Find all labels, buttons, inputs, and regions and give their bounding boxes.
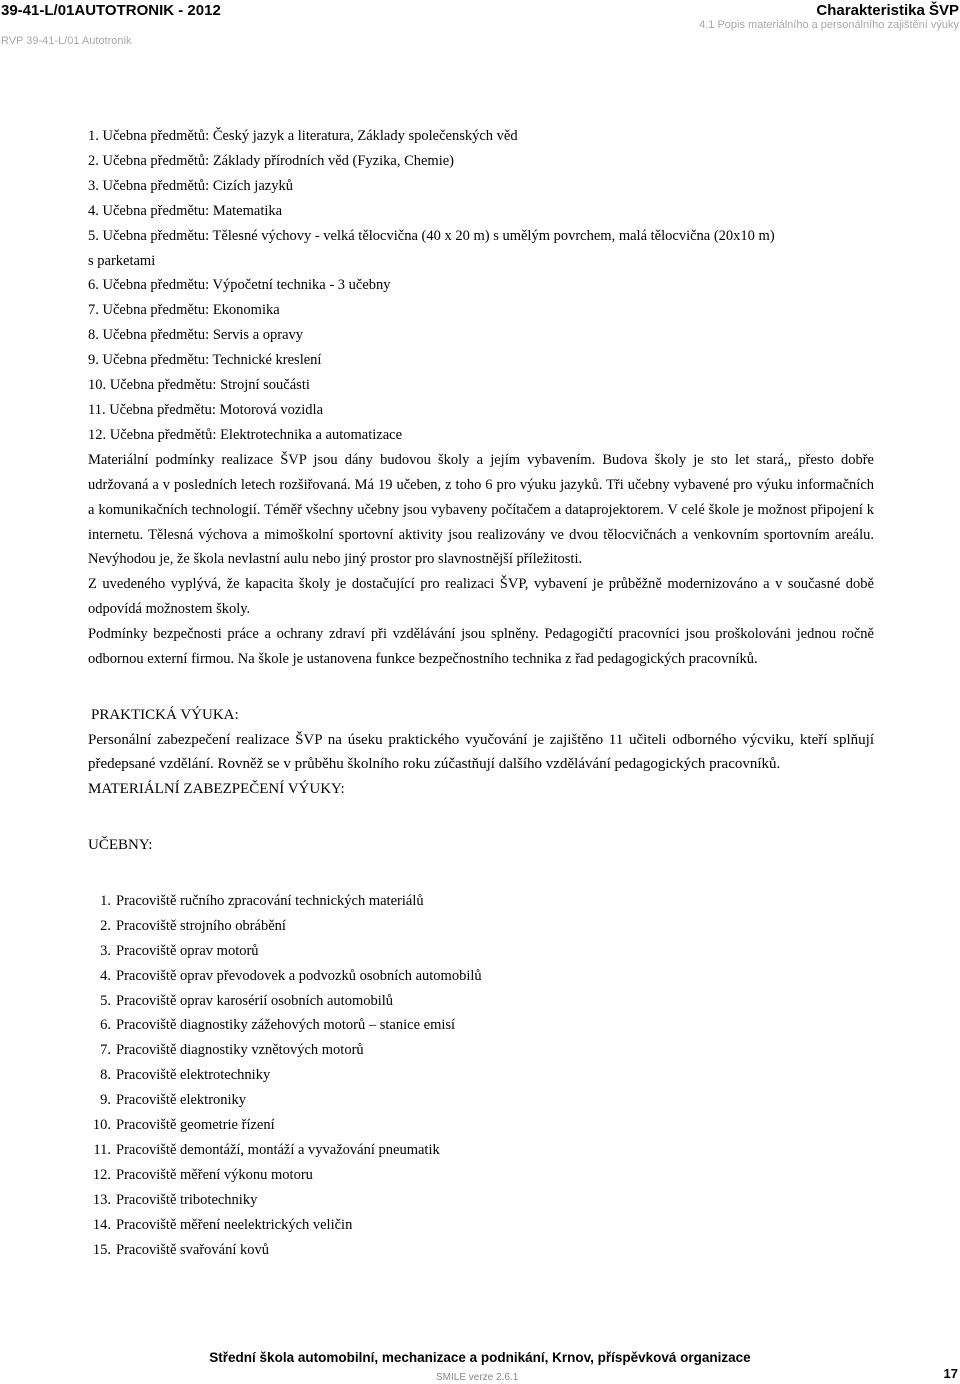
list-number: 11. — [93, 1142, 111, 1158]
list-text: Pracoviště ručního zpracování technických materiálů — [116, 892, 424, 909]
document-subtitle: RVP 39-41-L/01 Autotronik — [1, 35, 132, 47]
list-text: Pracoviště měření výkonu motoru — [116, 1166, 313, 1183]
list-item: 8. Učebna předmětu: Servis a opravy — [88, 327, 304, 344]
list-item — [88, 1138, 874, 1163]
list-item — [88, 1088, 874, 1113]
list-number: 7. — [100, 1042, 111, 1059]
list-item: 9. Učebna předmětu: Technické kreslení — [88, 352, 322, 369]
paragraph-safety: Podmínky bezpečnosti práce a ochrany zdraví při vzdělávání jsou splněny. Pedagogičtí pracovníci jsou proškolováni jednou ročně odbornou externí firmou. Na škole je ustanovena funkce bezpečnostního technika z řad pedagogických pracovníků. — [88, 626, 874, 668]
list-item: 11. Učebna předmětu: Motorová vozidla — [88, 401, 324, 418]
list-item — [88, 939, 874, 964]
list-number: 8. — [100, 1067, 111, 1084]
workshops-list — [88, 889, 874, 1263]
section-title: Charakteristika ŠVP — [816, 2, 959, 19]
page-content — [88, 124, 874, 1263]
paragraph-practical: Personální zabezpečení realizace ŠVP na úseku praktického vyučování je zajištěno 11 učiteli odborného výcviku, kteří splňují předepsané vzdělání. Rovněž se v průběhu školního roku zúčastňují dalšího vzdělávání pedagogických pracovníků. — [88, 731, 874, 773]
list-text: Pracoviště strojního obrábění — [116, 917, 286, 934]
practical-heading: PRAKTICKÁ VÝUKA: — [91, 706, 239, 723]
list-item — [88, 1038, 874, 1063]
list-item — [88, 1213, 874, 1238]
list-text: Pracoviště tribotechniky — [116, 1191, 258, 1208]
list-text: Pracoviště oprav převodovek a podvozků osobních automobilů — [116, 967, 482, 984]
list-text: Pracoviště oprav karosérií osobních automobilů — [116, 992, 394, 1009]
material-heading: MATERIÁLNÍ ZABEZPEČENÍ VÝUKY: — [88, 780, 345, 797]
footer-version: SMILE verze 2.6.1 — [436, 1372, 519, 1383]
list-item — [88, 914, 874, 939]
document-title: 39-41-L/01AUTOTRONIK - 2012 — [1, 2, 221, 19]
page-number: 17 — [943, 1366, 958, 1381]
list-item: 1. Učebna předmětů: Český jazyk a literatura, Základy společenských věd — [88, 128, 518, 144]
paragraph-capacity: Z uvedeného vyplývá, že kapacita školy je dostačující pro realizaci ŠVP, vybavení je průběžně modernizováno a v současné době odpovídá možnostem školy. — [88, 576, 874, 618]
list-number: 4. — [100, 967, 111, 984]
list-text: Pracoviště měření neelektrických veličin — [116, 1216, 353, 1233]
list-item — [88, 1163, 874, 1188]
list-text: Pracoviště oprav motorů — [116, 942, 259, 959]
list-number: 12. — [92, 1166, 111, 1183]
section-subtitle: 4.1 Popis materiálního a personálního zajištění výuky — [699, 19, 959, 31]
list-text: Pracoviště elektrotechniky — [116, 1067, 271, 1084]
list-text: Pracoviště svařování kovů — [116, 1241, 270, 1258]
list-number: 15. — [92, 1241, 111, 1258]
paragraph-material-conditions: Materiální podmínky realizace ŠVP jsou dány budovou školy a jejím vybavením. Budova školy je sto let stará,, přesto dobře udržovaná a v posledních letech rozšiřovaná. Má 19 učeben, z toho 6 pro výuku jazyků. Tři učebny vybavené pro výuku informačních a komunikačních technologií. Téměř všechny učebny jsou vybaveny počítačem a dataprojektorem. V celé škole je možnost připojení k internetu. Tělesná výchova a mimoškolní sportovní aktivity jsou realizovány ve dvou tělocvičnách a venkovním sportovním areálu. Nevýhodou je, že škola nevlastní aulu nebo jiný prostor pro slavnostnější příležitosti. — [88, 451, 874, 568]
list-text: Pracoviště geometrie řízení — [116, 1117, 275, 1134]
list-item: 6. Učebna předmětu: Výpočetní technika - 3 učebny — [88, 277, 391, 294]
footer-school-name: Střední škola automobilní, mechanizace a podnikání, Krnov, příspěvková organizace — [209, 1350, 751, 1365]
list-item — [88, 1188, 874, 1213]
list-text: Pracoviště diagnostiky vznětových motorů — [116, 1042, 364, 1059]
rooms-list — [88, 124, 874, 448]
list-item: 10. Učebna předmětu: Strojní součásti — [88, 377, 310, 394]
list-item — [88, 1238, 874, 1263]
list-item — [88, 1113, 874, 1138]
classrooms-heading: UČEBNY: — [88, 836, 153, 853]
list-text: Pracoviště elektroniky — [116, 1092, 247, 1109]
list-text: Pracoviště demontáží, montáží a vyvažování pneumatik — [116, 1142, 440, 1158]
list-number: 6. — [100, 1017, 111, 1034]
list-number: 1. — [100, 892, 111, 909]
list-number: 5. — [100, 992, 111, 1009]
list-item: 7. Učebna předmětu: Ekonomika — [88, 302, 280, 319]
list-item — [88, 989, 874, 1014]
list-item — [88, 1063, 874, 1088]
list-number: 3. — [100, 942, 111, 959]
list-number: 13. — [92, 1191, 111, 1208]
list-item: 5. Učebna předmětu: Tělesné výchovy - velká tělocvična (40 x 20 m) s umělým povrchem, malá tělocvična (20x10 m) — [88, 227, 775, 244]
list-item — [88, 1013, 874, 1038]
list-item: 2. Učebna předmětů: Základy přírodních věd (Fyzika, Chemie) — [88, 152, 455, 169]
list-number: 2. — [100, 917, 111, 934]
list-text: Pracoviště diagnostiky zážehových motorů – stanice emisí — [116, 1017, 456, 1034]
list-number: 9. — [100, 1092, 111, 1109]
list-item — [88, 964, 874, 989]
list-number: 10. — [92, 1117, 111, 1134]
list-item — [88, 889, 874, 914]
list-item: 3. Učebna předmětů: Cizích jazyků — [88, 177, 293, 194]
list-item: 12. Učebna předmětů: Elektrotechnika a automatizace — [88, 426, 403, 443]
list-item: 4. Učebna předmětu: Matematika — [88, 202, 283, 219]
list-item: s parketami — [88, 252, 156, 269]
list-number: 14. — [92, 1216, 111, 1233]
